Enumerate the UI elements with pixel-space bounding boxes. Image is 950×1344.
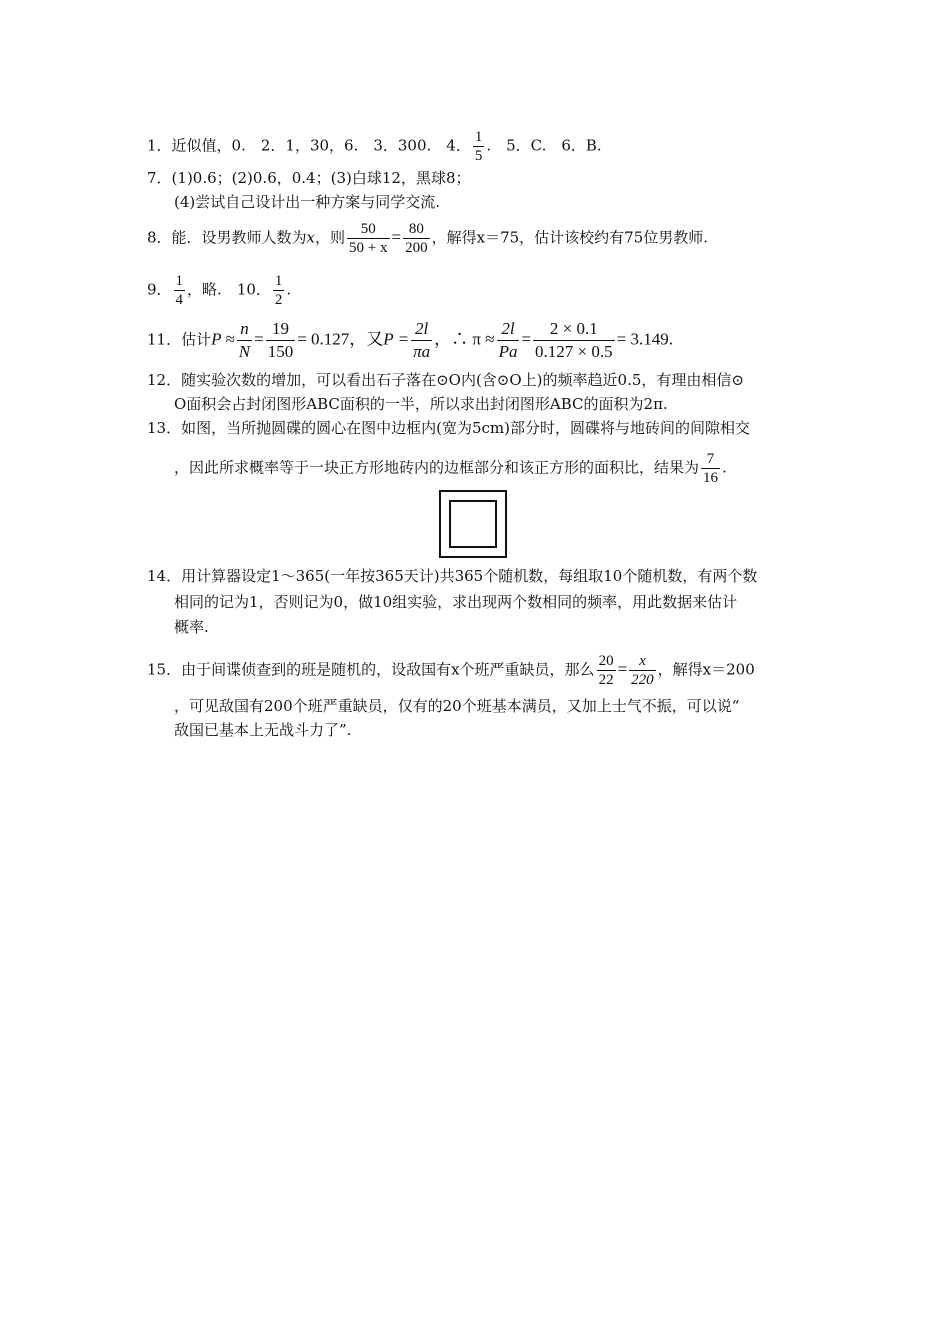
answer-7-line-2: (4)尝试自己设计出一种方案与同学交流.	[174, 193, 441, 211]
denominator: 4	[175, 292, 184, 308]
numerator: 2l	[411, 318, 432, 341]
numerator: 80	[403, 220, 430, 239]
numerator: 1	[274, 273, 283, 289]
fraction	[174, 272, 186, 309]
answer-14-line-1: 14．用计算器设定1～365(一年按365天计)共365个随机数，每组取10个随机数，有两个数	[147, 567, 758, 585]
denominator: N	[238, 342, 251, 361]
denominator: 22	[598, 672, 614, 688]
math: = 0.127，又	[297, 329, 384, 349]
answer-14-line-3: 概率.	[174, 618, 209, 636]
fraction	[403, 220, 430, 257]
math: P =	[383, 329, 410, 349]
fraction-seven-sixteenths	[701, 450, 720, 487]
fraction-one-fifth	[473, 128, 485, 165]
variable: x	[306, 228, 316, 247]
denominator: 220	[631, 672, 654, 688]
answer-9-10	[147, 272, 291, 309]
text: 9．	[147, 280, 172, 299]
denominator: 200	[405, 240, 428, 256]
fraction	[597, 652, 616, 689]
denominator: 2	[274, 292, 283, 308]
text: 15．由于间谍侦查到的班是随机的，设敌国有x个班严重缺员，那么	[147, 660, 595, 679]
equals: =	[254, 329, 264, 349]
numerator: 2 × 0.1	[533, 318, 615, 341]
answer-13-line-1: 13．如图，当所抛圆碟的圆心在图中边框内(宽为5cm)部分时，圆碟将与地砖间的间隙相交	[147, 419, 750, 437]
numerator: 1	[175, 273, 184, 289]
fraction	[266, 318, 296, 363]
equals: =	[617, 659, 628, 679]
math: = 3.149.	[616, 329, 673, 349]
text: x＝75，估计该校约有75位男教师.	[476, 228, 709, 247]
answer-7-line-1: 7．(1)0.6；(2)0.6，0.4；(3)白球12，黑球8；	[147, 169, 471, 187]
equals: =	[521, 329, 532, 349]
math: P ≈	[211, 329, 235, 349]
numerator: 50	[347, 220, 389, 239]
math: ，∴ π ≈	[434, 329, 495, 349]
denominator: 0.127 × 0.5	[535, 342, 613, 361]
denominator: 150	[267, 342, 294, 361]
text: ，略. 10．	[187, 280, 271, 299]
text: ，则	[315, 228, 346, 247]
denominator: 16	[703, 470, 719, 486]
numerator: 20	[598, 653, 614, 669]
numerator: 1	[474, 129, 483, 145]
text: .	[286, 280, 292, 299]
answer-8	[147, 220, 708, 257]
answer-15-line-2: ，可见敌国有200个班严重缺员，仅有的20个班基本满员，又加上士气不振，可以说“	[174, 697, 740, 715]
numerator: 2l	[497, 318, 520, 341]
numerator: n	[237, 318, 252, 341]
text: 11．估计	[147, 330, 212, 349]
fraction	[273, 272, 285, 309]
fraction	[497, 318, 520, 363]
answer-12-line-2: O面积会占封闭图形ABC面积的一半，所以求出封闭图形ABC的面积为2π.	[174, 395, 668, 413]
fraction	[629, 652, 656, 689]
answer-12-line-1: 12．随实验次数的增加，可以看出石子落在⊙O内(含⊙O上)的频率趋近0.5，有理由相信⊙	[147, 371, 744, 389]
answer-15-line-1	[147, 652, 755, 689]
answer-line-1-6	[147, 128, 602, 165]
text: .	[722, 458, 727, 477]
answer-14-line-2: 相同的记为1，否则记为0，做10组实验，求出现两个数相同的频率，用此数据来估计	[174, 593, 738, 611]
tile-inner-square	[449, 500, 497, 548]
equals: =	[391, 227, 402, 247]
fraction	[533, 318, 615, 363]
answer-13-line-2	[174, 450, 727, 487]
denominator: πa	[413, 342, 431, 361]
text: 1．近似值，0. 2．1，30，6. 3．300. 4．	[147, 136, 471, 155]
denominator: 50 + x	[349, 240, 388, 256]
text: . 5．C. 6．B.	[486, 136, 602, 155]
answer-15-line-3: 敌国已基本上无战斗力了”.	[174, 721, 352, 739]
numerator: 7	[701, 450, 720, 469]
text: 8．能．设男教师人数为	[147, 228, 307, 247]
numerator: x	[629, 652, 656, 671]
fraction	[411, 318, 432, 363]
fraction	[237, 318, 252, 363]
text: ，因此所求概率等于一块正方形地砖内的边框部分和该正方形的面积比，结果为	[174, 458, 700, 477]
answer-11	[147, 318, 673, 363]
text: ，解得x＝200	[657, 660, 755, 679]
denominator: Pa	[498, 342, 518, 361]
text: ，解得	[431, 228, 477, 247]
fraction	[347, 220, 389, 257]
numerator: 19	[266, 318, 296, 341]
denominator: 5	[474, 148, 483, 164]
